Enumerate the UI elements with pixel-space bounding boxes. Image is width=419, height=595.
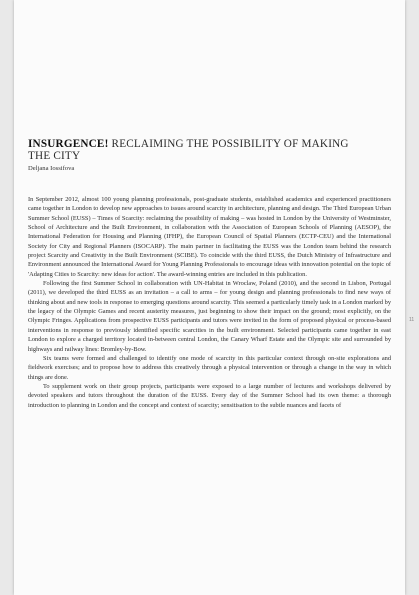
- paragraph: To supplement work on their group projects, participants were exposed to a large number of lectures and workshops delivered by devoted speakers and tutors throughout the duration of the EUSS. Every day of the Summer School had its own theme: a thorough introduction to planning in London and the concept and context of scarcity; sensitisation to the subtle nuances and facets of: [28, 382, 391, 409]
- title-rest: RECLAIMING THE POSSIBILITY OF MAKING THE CITY: [28, 138, 349, 162]
- article-body: [28, 195, 391, 410]
- paragraph: In September 2012, almost 100 young planning professionals, post-graduate students, established academics and experienced practitioners came together in London to develop new approaches to issues around scarcity in architecture, planning and design. The Third European Urban Summer School (EUSS) – Times of Scarcity: reclaiming the possibility of making – was hosted in London by the University of Westminster, School of Architecture and the Built Environment, in collaboration with the Association of European Schools of Planning (AESOP), the International Federation for Housing and Planning (IFHP), the European Council of Spatial Planners (ECTP-CEU) and the International Society for City and Regional Planners (ISOCARP). The main partner in facilitating the EUSS was the London team behind the research project Scarcity and Creativity in the Built Environment (SCIBE). To coincide with the third EUSS, the Dutch Ministry of Infrastructure and Environment announced the International Award for Young Planning Professionals to encourage ideas with innovation potential on the topic of 'Adapting Cities to Scarcity: new ideas for action'. The award-winning entries are included in this publication.: [28, 196, 391, 278]
- paragraph: Six teams were formed and challenged to identify one mode of scarcity in this particular context through on-site explorations and fieldwork exercises; and to propose how to address this creatively through a physical intervention or through a change in the way in which things are done.: [28, 354, 391, 381]
- paragraph: Following the first Summer School in collaboration with UN-Habitat in Wroclaw, Poland (2010), and the second in Lisbon, Portugal (2011), we developed the third EUSS as an invitation – a call to arms – for young design and planning professionals to find new ways of thinking about and new tools in response to emerging questions around scarcity. This seemed a particularly timely task in a London marked by the legacy of the Olympic Games and recent austerity measures, just beginning to show their impact on the ground; most explicitly, on the Olympic Fringes. Applications from prospective EUSS participants and tutors were invited in the form of proposed physical or process-based interventions in response to previously identified specific scarcities in the built environment. Selected participants came together in east London to explore a charged territory located in-between central London, the Canary Wharf Estate and the Olympic site and surrounded by highways and railway lines: Bromley-by-Bow.: [28, 280, 391, 353]
- article-title: [28, 139, 368, 162]
- title-accent: INSURGENCE!: [28, 138, 109, 150]
- author-name: Deljana Iossifova: [28, 165, 75, 172]
- document-page: [14, 0, 415, 595]
- page-number: 11: [409, 317, 415, 323]
